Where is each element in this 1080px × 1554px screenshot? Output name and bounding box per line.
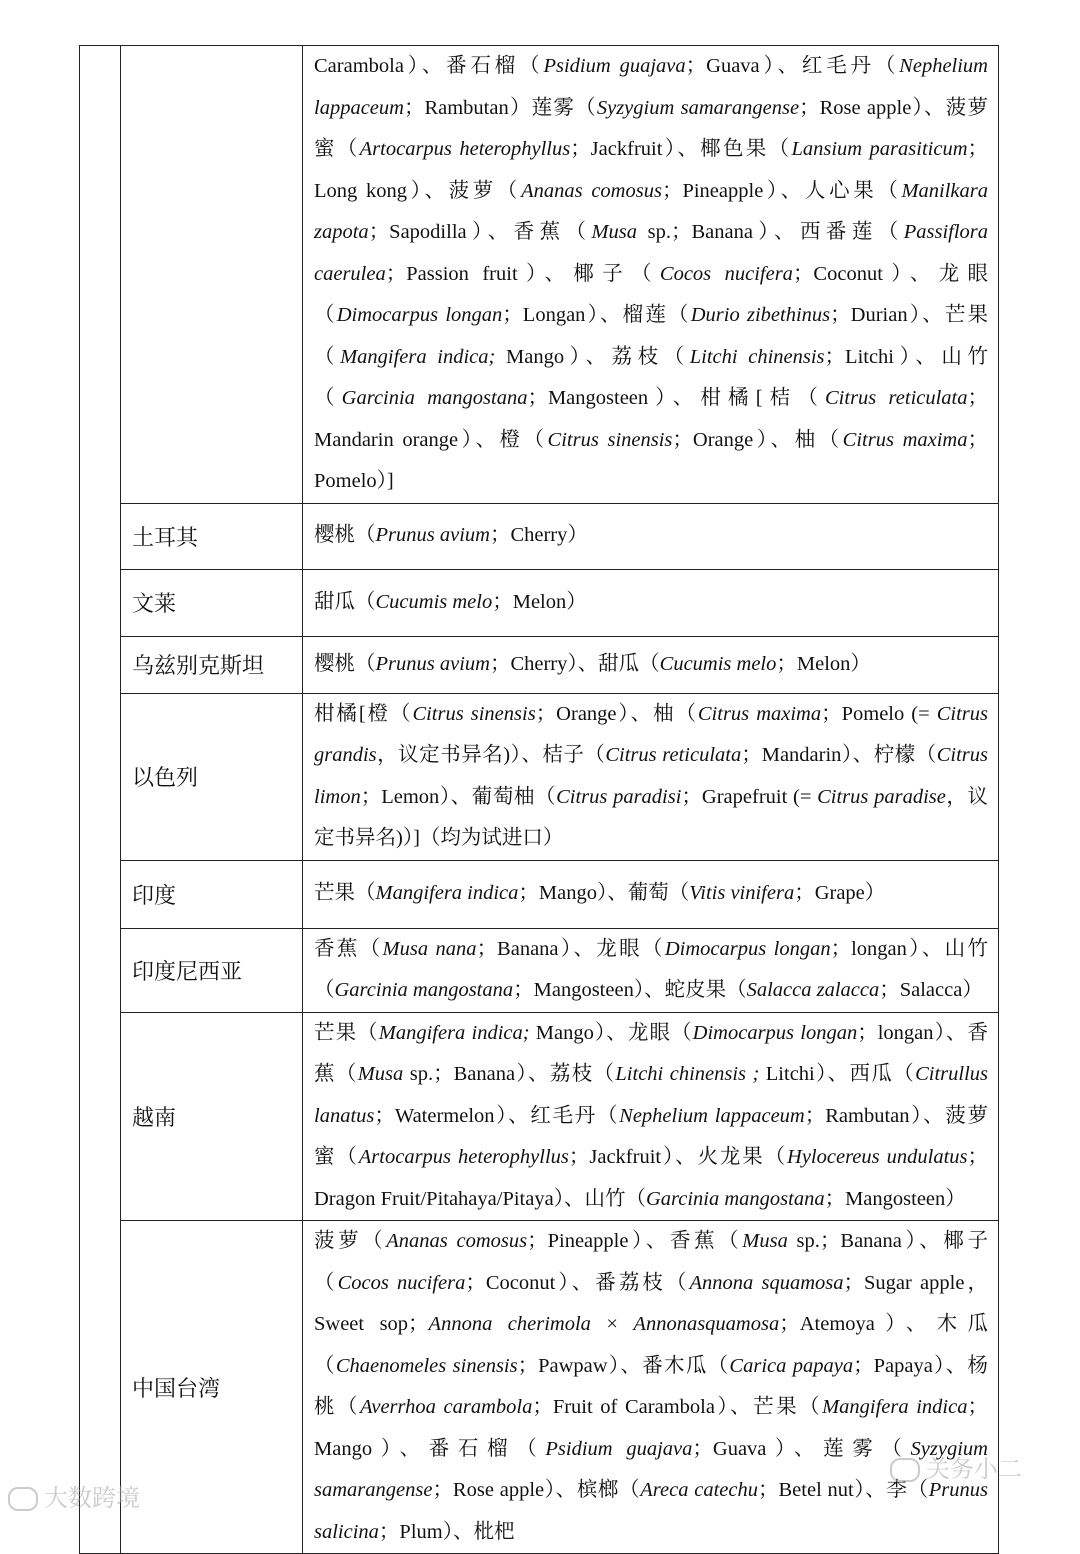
country-cell: 以色列 [121,693,303,860]
table-row [80,1221,999,1554]
country-cell: 土耳其 [121,503,303,569]
fruit-list-cell: Carambola）、番石榴（Psidium guajava；Guava）、红毛丹（Nephelium lappaceum；Rambutan）莲雾（Syzygium samarangense；Rose apple）、菠萝蜜（Artocarpus heterophyllus；Jackfruit）、椰色果（Lansium parasiticum；Long kong）、菠萝（Ananas comosus；Pineapple）、人心果（Manilkara zapota；Sapodilla）、香蕉（Musa sp.；Banana）、西番莲（Passiflora caerulea；Passion fruit）、椰子（Cocos nucifera；Coconut）、龙眼（Dimocarpus longan；Longan）、榴莲（Durio zibethinus；Durian）、芒果（Mangifera indica; Mango）、荔枝（Litchi chinensis；Litchi）、山竹（Garcinia mangostana；Mangosteen）、柑橘[桔（Citrus reticulata；Mandarin orange）、橙（Citrus sinensis；Orange）、柚（Citrus maxima；Pomelo）] [303,46,999,504]
country-cell [121,46,303,504]
fruit-list-cell: 柑橘[橙（Citrus sinensis；Orange）、柚（Citrus maxima；Pomelo (= Citrus grandis，议定书异名)）、桔子（Citrus reticulata；Mandarin）、柠檬（Citrus limon；Lemon）、葡萄柚（Citrus paradisi；Grapefruit (= Citrus paradise，议定书异名)）]（均为试进口） [303,693,999,860]
table-row [80,503,999,569]
watermark-left [8,1478,140,1513]
fruit-list-cell: 菠萝（Ananas comosus；Pineapple）、香蕉（Musa sp.；Banana）、椰子（Cocos nucifera；Coconut）、番荔枝（Annona squamosa；Sugar apple，Sweet sop；Annona cherimola × Annonasquamosa；Atemoya）、木瓜（Chaenomeles sinensis；Pawpaw）、番木瓜（Carica papaya；Papaya）、杨桃（Averrhoa carambola；Fruit of Carambola）、芒果（Mangifera indica；Mango）、番石榴（Psidium guajava；Guava）、莲雾（Syzygium samarangense；Rose apple）、槟榔（Areca catechu；Betel nut）、李（Prunus salicina；Plum）、枇杷 [303,1221,999,1554]
table-row [80,928,999,1012]
index-column-cell [80,46,121,1554]
country-cell: 乌兹别克斯坦 [121,636,303,693]
watermark-right [890,1449,1022,1484]
fruit-access-table [79,45,999,1554]
fruit-list-cell: 芒果（Mangifera indica; Mango）、龙眼（Dimocarpus longan；longan）、香蕉（Musa sp.；Banana）、荔枝（Litchi chinensis ; Litchi）、西瓜（Citrullus lanatus；Watermelon）、红毛丹（Nephelium lappaceum；Rambutan）、菠萝蜜（Artocarpus heterophyllus；Jackfruit）、火龙果（Hylocereus undulatus；Dragon Fruit/Pitahaya/Pitaya）、山竹（Garcinia mangostana；Mangosteen） [303,1012,999,1221]
fruit-list-cell: 樱桃（Prunus avium；Cherry） [303,503,999,569]
fruit-list-cell: 甜瓜（Cucumis melo；Melon） [303,569,999,636]
table-row [80,693,999,860]
country-cell: 越南 [121,1012,303,1221]
table-row [80,46,999,504]
brand-logo-icon [8,1487,38,1511]
table-row [80,569,999,636]
fruit-list-cell: 芒果（Mangifera indica；Mango）、葡萄（Vitis vinifera；Grape） [303,860,999,928]
fruit-list-cell: 樱桃（Prunus avium；Cherry）、甜瓜（Cucumis melo；Melon） [303,636,999,693]
fruit-list-cell: 香蕉（Musa nana；Banana）、龙眼（Dimocarpus longan；longan）、山竹（Garcinia mangostana；Mangosteen）、蛇皮果（Salacca zalacca；Salacca） [303,928,999,1012]
watermark-right-text: 关务小二 [926,1455,1022,1483]
wechat-icon [890,1458,920,1482]
country-cell: 文莱 [121,569,303,636]
table-row [80,1012,999,1221]
country-cell: 印度尼西亚 [121,928,303,1012]
table-row [80,636,999,693]
watermark-left-text: 大数跨境 [44,1484,140,1512]
country-cell: 中国台湾 [121,1221,303,1554]
table-row [80,860,999,928]
country-cell: 印度 [121,860,303,928]
